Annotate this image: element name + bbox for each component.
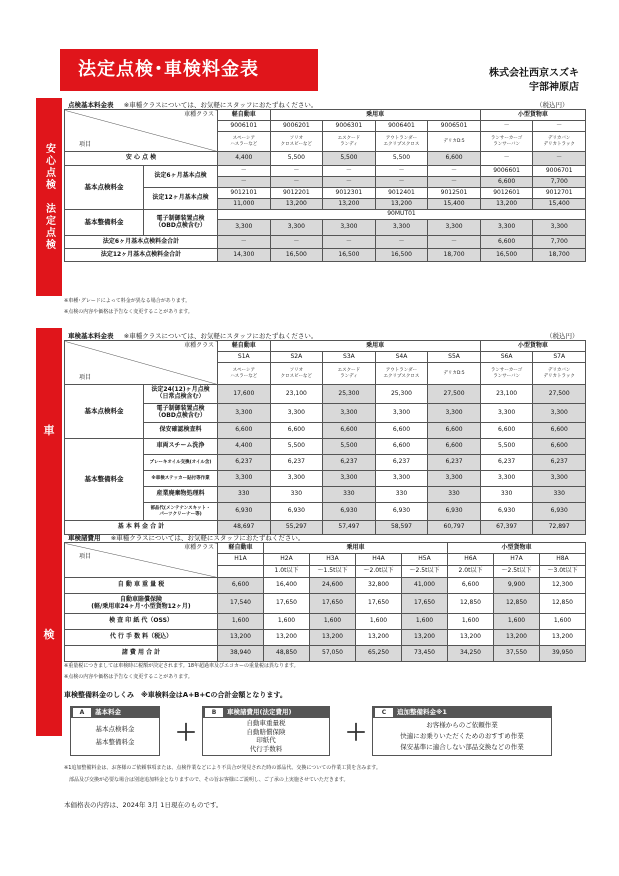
price-cell: 6,237: [270, 455, 323, 471]
model-cell: エスクード ランディ: [323, 363, 376, 385]
price-cell: 3,300: [270, 471, 323, 487]
code-cell: 9012701: [533, 188, 586, 199]
price-cell: 4,400: [218, 152, 271, 166]
section3-note: ※車種クラスについては、お気軽にスタッフにおたずねください。: [110, 534, 305, 542]
group-kihon-tenken: 基本点検料金: [65, 385, 144, 439]
code-cell: H6A: [448, 554, 494, 566]
price-cell: 6,237: [323, 455, 376, 471]
price-cell: 15,400: [428, 199, 481, 210]
code-cell: －: [428, 166, 481, 177]
row-anshin-label: 安 心 点 検: [65, 152, 218, 166]
code-cell: H5A: [402, 554, 448, 566]
box-b-title: 車検諸費用(法定費用): [227, 708, 292, 716]
row-12month-label: 法定12ヶ月基本点検: [144, 188, 218, 210]
price-cell: －: [480, 152, 533, 166]
model-cell: エスクード ランディ: [323, 132, 376, 152]
code-cell: S7A: [533, 352, 586, 363]
footnote-line: ※1追加整備料金は、お客様のご依頼事項または、点検作業などにより不具合が発見された時の部品代、交換についての作業工賃を含みます。: [64, 765, 381, 771]
price-cell: 6,930: [533, 503, 586, 521]
price-cell: 6,600: [428, 152, 481, 166]
row-label: 部品代(メンテナンスキット・ パーツクリーナー等): [144, 503, 218, 521]
box-c: [372, 706, 552, 756]
price-cell: 57,050: [310, 646, 356, 662]
row-6month-label: 法定6ヶ月基本点検: [144, 166, 218, 188]
price-cell: 38,940: [218, 646, 264, 662]
price-cell: －: [375, 236, 428, 249]
price-cell: 6,930: [428, 503, 481, 521]
code-cell: S5A: [428, 352, 481, 363]
price-cell: －: [375, 177, 428, 188]
price-cell: －: [428, 177, 481, 188]
price-cell: 27,500: [428, 385, 481, 404]
section1-title: 点検基本料金表: [68, 101, 114, 109]
price-cell: 15,400: [533, 199, 586, 210]
section1-tax-note: （税込円）: [536, 101, 569, 109]
model-cell: ランサーカーゴ ランサーバン: [480, 132, 533, 152]
plus-icon: ＋: [345, 721, 368, 746]
price-cell: 17,540: [218, 594, 264, 614]
price-cell: 3,300: [270, 404, 323, 423]
price-cell: 6,930: [480, 503, 533, 521]
price-cell: 3,300: [323, 471, 376, 487]
price-cell: 13,200: [323, 199, 376, 210]
price-cell: 57,497: [323, 521, 376, 535]
row-sum12-label: 法定12ヶ月基本点検料金合計: [65, 249, 218, 262]
price-cell: 17,600: [218, 385, 271, 404]
price-cell: 25,300: [375, 385, 428, 404]
box-b: [202, 706, 330, 756]
price-cell: 55,297: [270, 521, 323, 535]
table1-header-corner: 車種クラス 項目: [65, 110, 218, 152]
price-cell: 3,300: [270, 220, 323, 236]
company-branch: 宇部神原店: [529, 82, 579, 93]
code-cell: 9012401: [375, 188, 428, 199]
price-cell: 3,300: [428, 404, 481, 423]
class-kei: 軽自動車: [218, 341, 271, 352]
price-cell: 13,200: [310, 630, 356, 646]
note-line: ※車種･グレードによって料金が異なる場合があります。: [64, 298, 191, 304]
model-cell: ソリオ クロスビーなど: [270, 132, 323, 152]
price-cell: 27,500: [533, 385, 586, 404]
class-kogata: 小型貨物車: [480, 341, 585, 352]
price-cell: 5,500: [375, 152, 428, 166]
price-cell: 330: [218, 487, 271, 503]
price-cell: 72,897: [533, 521, 586, 535]
footnotes: [64, 764, 381, 783]
price-cell: 6,600: [428, 423, 481, 439]
code-cell: S4A: [375, 352, 428, 363]
price-cell: 41,000: [402, 578, 448, 594]
price-cell: －: [270, 177, 323, 188]
price-cell: 3,300: [218, 404, 271, 423]
price-cell: 17,650: [402, 594, 448, 614]
sidebar-shaken-b: 検: [43, 628, 55, 641]
price-cell: 6,600: [480, 236, 533, 249]
price-cell: 3,300: [480, 220, 533, 236]
model-cell: アウトランダー エクリプスクロス: [375, 363, 428, 385]
price-cell: 3,300: [480, 471, 533, 487]
price-cell: 13,200: [494, 630, 540, 646]
price-cell: 6,930: [323, 503, 376, 521]
price-cell: 1,600: [540, 614, 586, 630]
price-cell: 1,600: [448, 614, 494, 630]
price-cell: 6,237: [375, 455, 428, 471]
price-cell: 1,600: [402, 614, 448, 630]
price-cell: 16,400: [264, 578, 310, 594]
price-cell: 6,600: [375, 423, 428, 439]
weight-cell: ～2.5t以下: [494, 566, 540, 578]
row-label: ※車検ステッカー貼付等作業: [144, 471, 218, 487]
price-cell: 9,900: [494, 578, 540, 594]
model-cell: アウトランダー エクリプスクロス: [375, 132, 428, 152]
price-cell: 17,650: [310, 594, 356, 614]
box-a-title: 基本料金: [95, 708, 121, 716]
row-label: 自動車賠償保険 (軽/乗用車24ヶ月･小型貨物12ヶ月): [65, 594, 218, 614]
code-cell: 9006401: [375, 121, 428, 132]
price-cell: 330: [323, 487, 376, 503]
model-cell: デリカバン デリカトラック: [533, 132, 586, 152]
code-cell: S3A: [323, 352, 376, 363]
class-kogata: 小型貨物車: [448, 543, 586, 554]
inspection-price-table: [64, 109, 586, 262]
price-cell: 16,500: [323, 249, 376, 262]
box-c-item: 快適にお乗りいただくためのおすすめ作業: [400, 732, 524, 740]
section3-header: [68, 533, 304, 542]
footer-date: 本価格表の内容は、2024年 3月 1日現在のものです。: [64, 801, 223, 809]
code-cell: 9006701: [533, 166, 586, 177]
group-kihon-tenken: 基本点検料金: [65, 166, 144, 210]
price-cell: 48,697: [218, 521, 271, 535]
code-cell: S2A: [270, 352, 323, 363]
price-cell: 39,950: [540, 646, 586, 662]
box-a: [70, 706, 160, 756]
price-cell: 73,450: [402, 646, 448, 662]
price-cell: 6,600: [270, 423, 323, 439]
price-cell: 7,700: [533, 177, 586, 188]
section3-title: 車検諸費用: [68, 534, 101, 542]
price-cell: 13,200: [270, 199, 323, 210]
price-cell: 6,237: [218, 455, 271, 471]
code-cell: H2A: [264, 554, 310, 566]
price-cell: －: [323, 236, 376, 249]
price-cell: 6,237: [428, 455, 481, 471]
price-cell: 23,100: [480, 385, 533, 404]
price-cell: 3,300: [218, 471, 271, 487]
price-cell: 65,250: [356, 646, 402, 662]
price-cell: －: [428, 236, 481, 249]
section2-note: ※車種クラスについては、お気軽にスタッフにおたずねください。: [123, 332, 318, 340]
table2-header-corner: 車種クラス 項目: [65, 341, 218, 385]
price-cell: 58,597: [375, 521, 428, 535]
price-cell: 12,850: [448, 594, 494, 614]
model-cell: ランサーカーゴ ランサーバン: [480, 363, 533, 385]
row-label: 代 行 手 数 料（税込）: [65, 630, 218, 646]
code-cell: H3A: [310, 554, 356, 566]
section1-header: [68, 100, 317, 109]
row-label: 保安確認検査料: [144, 423, 218, 439]
weight-cell: 1.0t以下: [264, 566, 310, 578]
code-cell: S6A: [480, 352, 533, 363]
price-cell: 6,600: [480, 177, 533, 188]
weight-cell: ～2.5t以下: [402, 566, 448, 578]
code-cell: 9012201: [270, 188, 323, 199]
price-cell: －: [218, 177, 271, 188]
price-cell: 6,237: [480, 455, 533, 471]
price-cell: 3,300: [323, 220, 376, 236]
price-cell: 3,300: [375, 404, 428, 423]
code-cell: H1A: [218, 554, 264, 566]
price-cell: 330: [533, 487, 586, 503]
price-cell: 13,200: [480, 199, 533, 210]
price-cell: 3,300: [375, 220, 428, 236]
price-cell: －: [533, 152, 586, 166]
price-cell: 6,600: [533, 439, 586, 455]
price-cell: 13,200: [356, 630, 402, 646]
group-kihon-seibi: 基本整備料金: [65, 439, 144, 521]
box-b-item: 自動賠償保険: [246, 727, 286, 736]
row-sum6-label: 法定6ヶ月基本点検料金合計: [65, 236, 218, 249]
price-cell: 13,200: [218, 630, 264, 646]
price-cell: 5,500: [270, 439, 323, 455]
price-cell: 330: [428, 487, 481, 503]
row-label: 車両スチーム洗浄: [144, 439, 218, 455]
price-cell: 3,300: [218, 220, 271, 236]
row-denshi-label: 電子制御装置点検 （OBD点検含む）: [144, 210, 218, 236]
code-cell: 9012301: [323, 188, 376, 199]
code-cell: H4A: [356, 554, 402, 566]
denshi-code: 90MUT01: [218, 210, 586, 220]
code-cell: 9006201: [270, 121, 323, 132]
code-cell: －: [480, 121, 533, 132]
price-cell: 6,930: [218, 503, 271, 521]
price-cell: 6,600: [218, 578, 264, 594]
price-cell: 6,600: [323, 423, 376, 439]
price-cell: 48,850: [264, 646, 310, 662]
price-cell: 1,600: [218, 614, 264, 630]
box-c-title: 追加整備料金※1: [397, 708, 447, 716]
price-cell: 5,500: [323, 439, 376, 455]
price-cell: 18,700: [533, 249, 586, 262]
box-c-key: C: [375, 708, 393, 717]
price-cell: 18,700: [428, 249, 481, 262]
mechanism-title: 車検整備料金のしくみ ※車検料金はA+B+Cの合計金額となります。: [64, 691, 287, 699]
price-cell: 17,650: [356, 594, 402, 614]
weight-cell: ～1.5t以下: [310, 566, 356, 578]
model-cell: デリカD:5: [428, 132, 481, 152]
notes1: [64, 297, 193, 315]
price-cell: 5,500: [323, 152, 376, 166]
weight-cell: [218, 566, 264, 578]
row-label: ブレーキオイル交換(オイル含): [144, 455, 218, 471]
sidebar-shaken-a: 車: [43, 424, 55, 437]
price-cell: 13,200: [375, 199, 428, 210]
class-kei: 軽自動車: [218, 543, 264, 554]
row-label: 電子制御装置点検 （OBD点検含む）: [144, 404, 218, 423]
table3-header-corner: 車種クラス 項目: [65, 543, 218, 578]
notes3: [64, 662, 299, 680]
box-c-item: 保安基準に適合しない部品交換などの作業: [400, 743, 524, 751]
price-cell: 330: [480, 487, 533, 503]
note-line: ※点検の内容や価格は予告なく変更することがあります。: [64, 674, 193, 680]
price-cell: 6,600: [533, 423, 586, 439]
price-cell: 12,850: [494, 594, 540, 614]
price-cell: 13,200: [448, 630, 494, 646]
price-cell: 6,930: [270, 503, 323, 521]
class-kei: 軽自動車: [218, 110, 271, 121]
box-b-key: B: [205, 708, 223, 717]
price-cell: －: [218, 236, 271, 249]
price-cell: 6,600: [218, 423, 271, 439]
sidebar-shaken: [36, 328, 62, 736]
price-cell: 330: [270, 487, 323, 503]
sidebar-inspection: 安心点検 法定点検: [36, 98, 62, 296]
model-cell: スペーシア ハスラーなど: [218, 132, 271, 152]
price-cell: 12,850: [540, 594, 586, 614]
box-a-item: 基本点検料金: [95, 725, 135, 733]
code-cell: 9006501: [428, 121, 481, 132]
box-a-key: A: [73, 708, 91, 717]
price-cell: 7,700: [533, 236, 586, 249]
class-jouyou: 乗用車: [270, 341, 480, 352]
note-line: ※重量税につきましては車検時に税額が決定されます。18年超過車及びエコカーの重量税は異なります。: [64, 663, 299, 669]
price-cell: 1,600: [356, 614, 402, 630]
row-total-label: 基 本 料 金 合 計: [65, 521, 218, 535]
footnote-line: 部品及び交換が必要な場合は別途追加料金となりますので、その旨お客様にご説明し、ご了承の上実施させていただきます。: [64, 777, 349, 783]
price-cell: 5,500: [270, 152, 323, 166]
price-cell: 3,300: [375, 471, 428, 487]
price-cell: 3,300: [533, 471, 586, 487]
shaken-basic-table: [64, 340, 586, 535]
shaken-fees-table: [64, 542, 586, 662]
price-cell: 13,200: [402, 630, 448, 646]
note-line: ※点検の内容や価格は予告なく変更することがあります。: [64, 309, 193, 315]
price-cell: 67,397: [480, 521, 533, 535]
model-cell: デリカD:5: [428, 363, 481, 385]
price-cell: 37,550: [494, 646, 540, 662]
model-cell: デリカバン デリカトラック: [533, 363, 586, 385]
price-cell: 11,000: [218, 199, 271, 210]
model-cell: ソリオ クロスビーなど: [270, 363, 323, 385]
page-title: 法定点検･車検料金表: [60, 49, 318, 91]
class-jouyou: 乗用車: [264, 543, 448, 554]
weight-cell: 2.0t以下: [448, 566, 494, 578]
price-cell: 3,300: [323, 404, 376, 423]
price-cell: 3,300: [533, 220, 586, 236]
weight-cell: ～2.0t以下: [356, 566, 402, 578]
price-cell: 12,300: [540, 578, 586, 594]
price-cell: －: [323, 177, 376, 188]
row-label: 法定24(12)ヶ月点検 （日常点検含む）: [144, 385, 218, 404]
price-cell: 1,600: [494, 614, 540, 630]
code-cell: －: [323, 166, 376, 177]
price-cell: 13,200: [540, 630, 586, 646]
price-cell: 3,300: [428, 471, 481, 487]
company-name: 株式会社西京スズキ: [489, 68, 579, 79]
price-cell: 6,600: [428, 439, 481, 455]
code-cell: 9012501: [428, 188, 481, 199]
price-cell: 25,300: [323, 385, 376, 404]
code-cell: 9006301: [323, 121, 376, 132]
class-kogata: 小型貨物車: [480, 110, 585, 121]
section2-header: [68, 331, 317, 340]
code-cell: S1A: [218, 352, 271, 363]
code-cell: －: [270, 166, 323, 177]
class-jouyou: 乗用車: [270, 110, 480, 121]
code-cell: －: [218, 166, 271, 177]
section2-tax-note: （税込円）: [546, 332, 579, 340]
section1-note: ※車種クラスについては、お気軽にスタッフにおたずねください。: [123, 101, 318, 109]
code-cell: 9006101: [218, 121, 271, 132]
row-label: 自 動 車 重 量 税: [65, 578, 218, 594]
price-cell: 60,797: [428, 521, 481, 535]
price-cell: 16,500: [375, 249, 428, 262]
price-cell: 3,300: [428, 220, 481, 236]
code-cell: 9006601: [480, 166, 533, 177]
price-cell: 3,300: [533, 404, 586, 423]
price-cell: 6,600: [375, 439, 428, 455]
price-cell: 24,600: [310, 578, 356, 594]
box-b-item: 代行手数料: [249, 744, 283, 753]
price-cell: 17,650: [264, 594, 310, 614]
group-kihon-seibi: 基本整備料金: [65, 210, 144, 236]
code-cell: 9012601: [480, 188, 533, 199]
code-cell: 9012101: [218, 188, 271, 199]
plus-icon: ＋: [175, 721, 198, 746]
price-cell: 34,250: [448, 646, 494, 662]
price-cell: 1,600: [310, 614, 356, 630]
code-cell: H7A: [494, 554, 540, 566]
price-cell: 3,300: [480, 404, 533, 423]
price-cell: 5,500: [480, 439, 533, 455]
price-cell: 16,500: [480, 249, 533, 262]
row-label: 検 査 印 紙 代（OSS）: [65, 614, 218, 630]
price-cell: 32,800: [356, 578, 402, 594]
price-cell: 23,100: [270, 385, 323, 404]
price-cell: 16,500: [270, 249, 323, 262]
price-cell: 13,200: [264, 630, 310, 646]
row-label: 産業廃棄物処理料: [144, 487, 218, 503]
code-cell: －: [533, 121, 586, 132]
box-b-item: 自動車重量税: [246, 719, 286, 727]
model-cell: スペーシア ハスラーなど: [218, 363, 271, 385]
row-total-label: 諸 費 用 合 計: [65, 646, 218, 662]
section2-title: 車検基本料金表: [68, 332, 114, 340]
box-c-item: お客様からのご依頼作業: [426, 721, 498, 729]
box-b-item: 印紙代: [256, 736, 276, 744]
price-cell: 6,600: [448, 578, 494, 594]
code-cell: H8A: [540, 554, 586, 566]
price-cell: 6,600: [480, 423, 533, 439]
box-a-item: 基本整備料金: [95, 738, 135, 746]
price-cell: 1,600: [264, 614, 310, 630]
weight-cell: ～3.0t以下: [540, 566, 586, 578]
price-cell: －: [270, 236, 323, 249]
price-cell: 330: [375, 487, 428, 503]
company-info: [489, 67, 579, 95]
price-cell: 6,237: [533, 455, 586, 471]
price-cell: 4,400: [218, 439, 271, 455]
price-cell: 6,930: [375, 503, 428, 521]
code-cell: －: [375, 166, 428, 177]
price-cell: 14,300: [218, 249, 271, 262]
